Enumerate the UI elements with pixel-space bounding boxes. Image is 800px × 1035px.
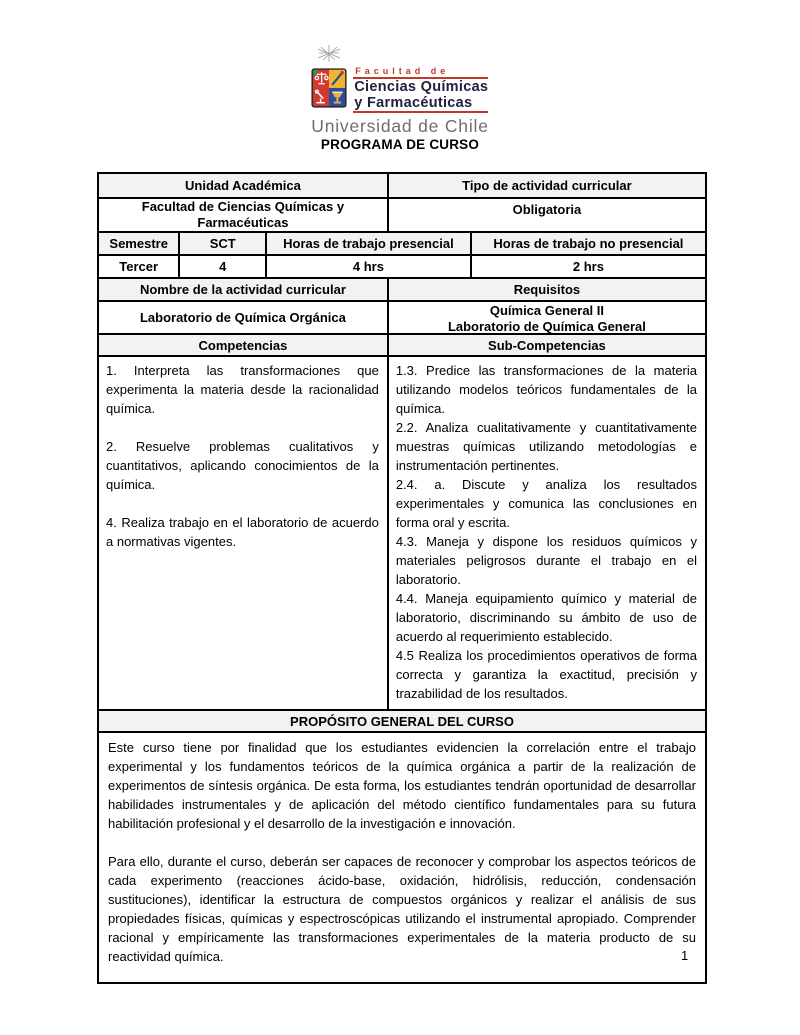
- requisito-item: Química General II: [489, 303, 604, 318]
- value-tipo-actividad: Obligatoria: [387, 199, 705, 231]
- requisito-item: Laboratorio de Química General: [447, 319, 646, 333]
- header-subcompetencias: Sub-Competencias: [387, 335, 705, 355]
- proposito-paragraph: Este curso tiene por finalidad que los estudiantes evidencien la correlación entre el trabajo experimental y los fundamentos teóricos de la química orgánica a partir de la realización de experimentos de síntesis orgánica. De esta forma, los estudiantes tendrán oportunidad de desarrollar habilidades instrumentales y de aplicación del método científico fundamentales para su futura habilitación profesional y el desarrollo de la investigación e innovación.: [108, 740, 696, 831]
- starburst-icon: [316, 44, 342, 68]
- university-logo: [0, 44, 800, 137]
- value-nombre-actividad: Laboratorio de Química Orgánica: [139, 310, 346, 325]
- subcompetencia-item: 4.5 Realiza los procedimientos operativos de forma correcta y garantiza la exactitud, precisión y trazabilidad de los resultados.: [395, 648, 697, 701]
- value-horas-no-presencial: 2 hrs: [470, 256, 705, 277]
- subcompetencia-item: 4.4. Maneja equipamiento químico y material de laboratorio, discriminando su ámbito de uso de acuerdo al requerimiento establecido.: [395, 591, 697, 644]
- faculty-small-label: Facultad de: [355, 66, 450, 76]
- subcompetencia-item: 2.2. Analiza cualitativamente y cuantitativamente muestras químicas utilizando metodologías e instrumentación pertinentes.: [395, 420, 697, 473]
- page-title: PROGRAMA DE CURSO: [320, 137, 480, 152]
- course-info-table: [97, 172, 707, 984]
- header-horas-presencial: Horas de trabajo presencial: [265, 233, 470, 254]
- header-competencias: Competencias: [99, 335, 387, 355]
- value-sct: 4: [178, 256, 265, 277]
- header-tipo-actividad: Tipo de actividad curricular: [387, 174, 705, 197]
- faculty-name-line1: Ciencias Químicas: [354, 79, 489, 95]
- value-horas-presencial: 4 hrs: [265, 256, 470, 277]
- proposito-text: [99, 733, 705, 982]
- header-horas-no-presencial: Horas de trabajo no presencial: [470, 233, 705, 254]
- logo-rule-bottom: [353, 111, 488, 113]
- competencia-item: 4. Realiza trabajo en el laboratorio de acuerdo a normativas vigentes.: [106, 515, 379, 549]
- competencia-item: 1. Interpreta las transformaciones que experimenta la materia desde la racionalidad química.: [106, 363, 379, 416]
- competencia-item: 2. Resuelve problemas cualitativos y cuantitativos, aplicando conocimientos de la química.: [106, 439, 379, 492]
- header-requisitos: Requisitos: [387, 279, 705, 300]
- header-unidad-academica: Unidad Académica: [99, 174, 387, 197]
- header-semestre: Semestre: [99, 233, 178, 254]
- university-name: Universidad de Chile: [311, 116, 489, 136]
- competencias-list: [99, 357, 387, 709]
- value-semestre: Tercer: [119, 259, 159, 274]
- header-proposito: PROPÓSITO GENERAL DEL CURSO: [99, 711, 705, 731]
- header-sct: SCT: [178, 233, 265, 254]
- subcompetencia-item: 1.3. Predice las transformaciones de la materia utilizando modelos teóricos fundamentales de la química.: [395, 363, 697, 416]
- faculty-crest-icon: [311, 68, 347, 114]
- subcompetencia-item: 4.3. Maneja y dispone los residuos químicos y materiales peligrosos durante el trabajo en el laboratorio.: [395, 534, 697, 587]
- proposito-paragraph: Para ello, durante el curso, deberán ser capaces de reconocer y comprobar los aspectos teóricos de cada experimento (reacciones ácido-base, oxidación, hidrólisis, reducción, condensación sustituciones), identificar la estructura de compuestos orgánicos y realizar el análisis de sus propiedades físicas, químicas y espectroscópicas utilizando el instrumental apropiado. Comprender racional y empíricamente las transformaciones experimentales de la materia producto de su reactividad química.: [108, 854, 696, 964]
- value-requisitos: [387, 302, 705, 333]
- subcompetencia-item: 2.4. a. Discute y analiza los resultados experimentales y comunica las conclusiones en forma oral y escrita.: [395, 477, 697, 530]
- subcompetencias-list: [387, 357, 705, 709]
- value-unidad-academica: Facultad de Ciencias Químicas y Farmacéuticas: [141, 199, 345, 230]
- page-number: 1: [681, 948, 689, 963]
- header-nombre-actividad: Nombre de la actividad curricular: [99, 279, 387, 300]
- faculty-name-line2: y Farmacéuticas: [354, 95, 473, 111]
